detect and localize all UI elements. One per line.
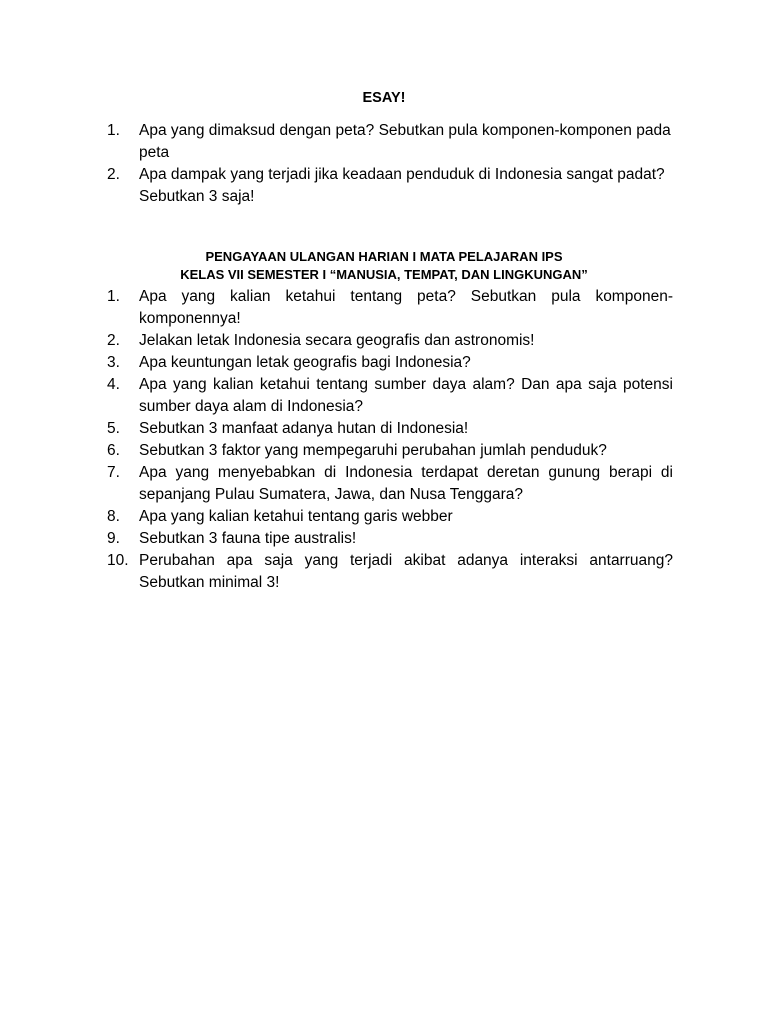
- question-text: Apa dampak yang terjadi jika keadaan penduduk di Indonesia sangat padat? Sebutkan 3 saja!: [139, 166, 665, 205]
- question-text: Apa yang kalian ketahui tentang sumber daya alam? Dan apa saja potensi sumber daya alam di Indonesia?: [139, 376, 673, 415]
- question-text: Apa keuntungan letak geografis bagi Indonesia?: [139, 354, 471, 371]
- question-number: 5.: [107, 420, 120, 437]
- question-text: Apa yang menyebabkan di Indonesia terdapat deretan gunung berapi di sepanjang Pulau Sumatera, Jawa, dan Nusa Tenggara?: [139, 464, 673, 503]
- question-text: Apa yang dimaksud dengan peta? Sebutkan pula komponen-komponen pada peta: [139, 122, 671, 161]
- essay-question-list: [107, 120, 673, 208]
- list-item: [107, 528, 673, 550]
- list-item: [107, 418, 673, 440]
- question-number: 2.: [107, 332, 120, 349]
- list-item: [107, 440, 673, 462]
- question-number: 9.: [107, 530, 120, 547]
- enrichment-title-line-1: PENGAYAAN ULANGAN HARIAN I MATA PELAJARAN IPS: [205, 249, 563, 264]
- list-item: [107, 330, 673, 352]
- list-item: [107, 550, 673, 594]
- question-number: 4.: [107, 376, 120, 393]
- list-item: [107, 506, 673, 528]
- enrichment-title-line-2: KELAS VII SEMESTER I “MANUSIA, TEMPAT, DAN LINGKUNGAN”: [180, 267, 588, 282]
- list-item: [107, 374, 673, 418]
- question-number: 3.: [107, 354, 120, 371]
- question-text: Jelakan letak Indonesia secara geografis dan astronomis!: [139, 332, 535, 349]
- list-item: [107, 352, 673, 374]
- question-number: 8.: [107, 508, 120, 525]
- question-number: 1.: [107, 122, 120, 139]
- list-item: [107, 120, 673, 164]
- question-number: 1.: [107, 288, 120, 305]
- question-text: Perubahan apa saja yang terjadi akibat adanya interaksi antarruang? Sebutkan minimal 3!: [139, 552, 673, 591]
- list-item: [107, 286, 673, 330]
- question-number: 7.: [107, 464, 120, 481]
- list-item: [107, 164, 673, 208]
- essay-title: ESAY!: [362, 90, 406, 106]
- question-text: Sebutkan 3 manfaat adanya hutan di Indonesia!: [139, 420, 469, 437]
- list-item: [107, 462, 673, 506]
- question-number: 10.: [107, 552, 129, 569]
- question-text: Sebutkan 3 faktor yang mempegaruhi perubahan jumlah penduduk?: [139, 442, 607, 459]
- enrichment-question-list: [107, 286, 673, 594]
- question-text: Apa yang kalian ketahui tentang garis webber: [139, 508, 453, 525]
- question-number: 2.: [107, 166, 120, 183]
- question-text: Sebutkan 3 fauna tipe australis!: [139, 530, 357, 547]
- question-number: 6.: [107, 442, 120, 459]
- question-text: Apa yang kalian ketahui tentang peta? Sebutkan pula komponen-komponennya!: [139, 288, 673, 327]
